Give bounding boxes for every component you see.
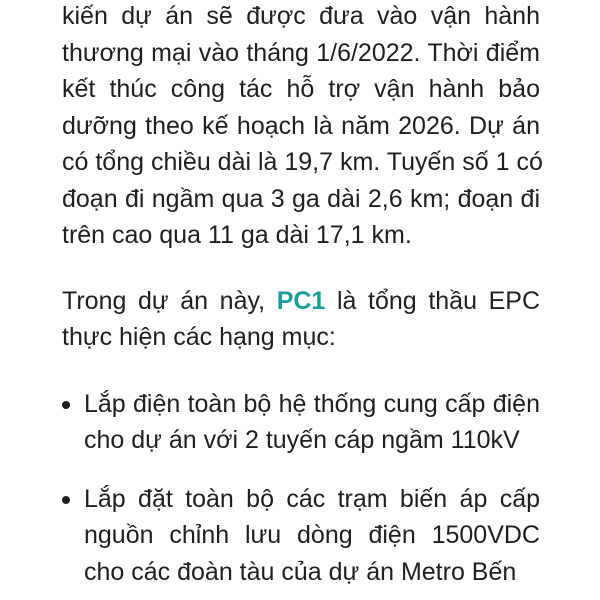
- scope-bullet-list: [62, 386, 540, 591]
- paragraph-line: đoạn đi ngầm qua 3 ga dài 2,6 km; đoạn đi: [62, 184, 540, 213]
- paragraph-line: có tổng chiều dài là 19,7 km. Tuyến số 1 có: [62, 148, 543, 176]
- paragraph-line: thương mại vào tháng 1/6/2022. Thời điểm: [62, 38, 540, 67]
- paragraph-project-timeline: [62, 0, 543, 254]
- paragraph-line: kết thúc công tác hỗ trợ vận hành bảo: [62, 75, 540, 103]
- bullet-line: Lắp điện toàn bộ hệ thống cung cấp điện: [84, 389, 540, 418]
- paragraph-line: trên cao qua 11 ga dài 17,1 km.: [62, 221, 412, 249]
- bullet-line: cho các đoàn tàu của dự án Metro Bến: [84, 557, 517, 586]
- bullet-dot-icon: [62, 496, 70, 504]
- paragraph-text: Trong dự án này,: [62, 286, 266, 315]
- paragraph-line: dưỡng theo kế hoạch là năm 2026. Dự án: [62, 111, 540, 140]
- bullet-line: cho dự án với 2 tuyến cáp ngầm 110kV: [84, 426, 520, 454]
- bullet-item: [62, 386, 540, 459]
- paragraph-contractor: [62, 283, 540, 356]
- paragraph-line: kiến dự án sẽ được đưa vào vận hành: [62, 2, 540, 30]
- brand-link-pc1[interactable]: PC1: [276, 286, 326, 315]
- paragraph-line: [62, 283, 540, 320]
- bullet-item: [62, 481, 540, 591]
- bullet-line: nguồn chỉnh lưu dòng điện 1500VDC: [84, 521, 540, 549]
- paragraph-line: thực hiện các hạng mục:: [62, 323, 336, 351]
- paragraph-text: là tổng thầu EPC: [336, 286, 540, 315]
- bullet-line: Lắp đặt toàn bộ các trạm biến áp cấp: [84, 484, 540, 513]
- article-body: [62, 0, 543, 590]
- bullet-dot-icon: [62, 401, 70, 409]
